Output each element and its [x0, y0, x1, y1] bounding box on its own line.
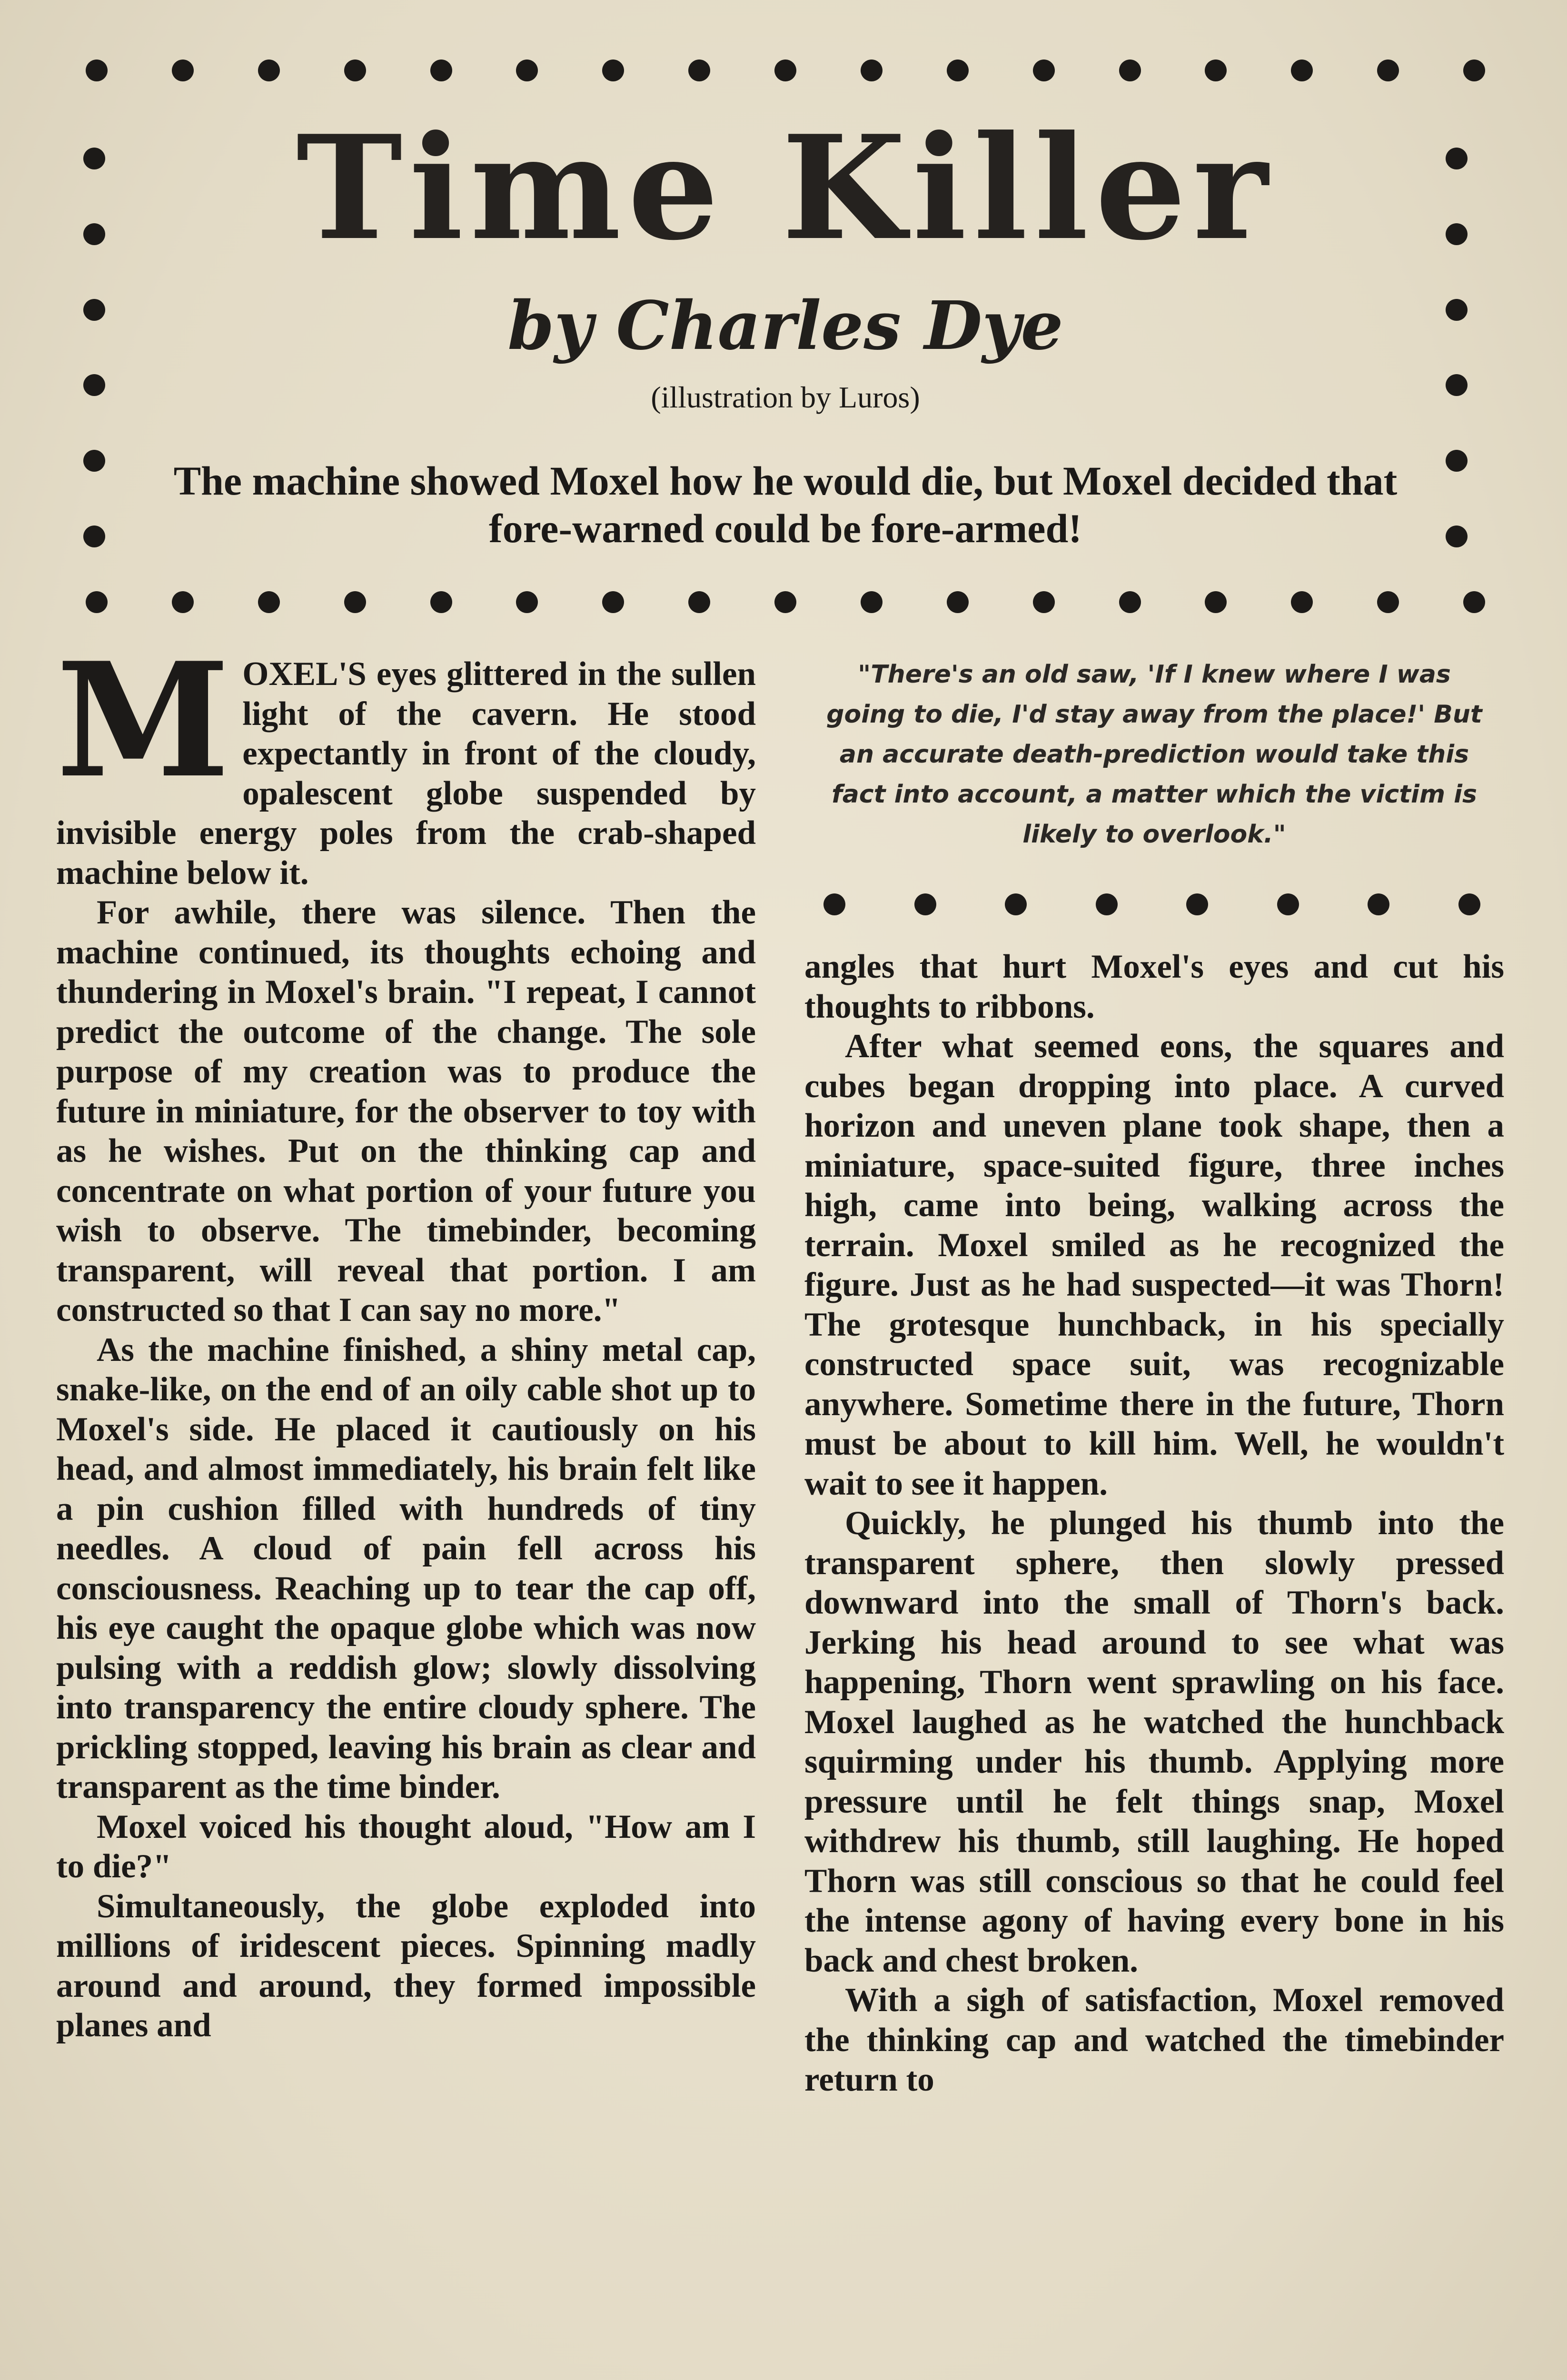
story-blurb: The machine showed Moxel how he would die, but Moxel decided that fore-warned could be fore-armed!: [173, 458, 1398, 551]
paragraph: Moxel voiced his thought aloud, "How am I to die?": [56, 1808, 756, 1885]
story-title: Time Killer: [296, 104, 1275, 272]
illustration-credit: (illustration by Luros): [651, 380, 920, 414]
left-column: [56, 654, 756, 2380]
paragraph: angles that hurt Moxel's eyes and cut his thoughts to ribbons.: [804, 948, 1504, 1025]
top-dot-border: [86, 56, 1485, 85]
paragraph: As the machine finished, a shiny metal cap, snake-like, on the end of an oily cable shot up to Moxel's side. He placed it cautiously on his head, and almost immediately, his brain felt like a pin cushion filled with hundreds of tiny needles. A cloud of pain fell across his consciousness. Reaching up to tear the cap off, his eye caught the opaque globe which was now pulsing with a reddish glow; slowly dissolving into transparency the entire cloudy sphere. The prickling stopped, leaving his brain as clear and transparent as the time binder.: [56, 1331, 756, 1805]
paragraph: After what seemed eons, the squares and cubes began dropping into place. A curved horizon and uneven plane took shape, then a miniature, space-suited figure, three inches high, came into being, walking across the terrain. Moxel smiled as he recognized the figure. Just as he had suspected—it was Thorn! The grotesque hunchback, in his specially constructed space suit, was recognizable anywhere. Sometime there in the future, Thorn must be about to kill him. Well, he wouldn't wait to see it happen.: [804, 1028, 1504, 1502]
paragraph: MOXEL'S eyes glittered in the sullen light of the cavern. He stood expectantly in front of the cloudy, opalescent globe suspended by invisible energy poles from the crab-shaped machine below it.: [56, 654, 756, 892]
pull-quote: "There's an old saw, 'If I knew where I was going to die, I'd stay away from the place!' But an accurate death-prediction would take this fact into account, a matter which the victim is likely to overlook.": [826, 660, 1482, 849]
quote-dot-divider: [823, 890, 1480, 919]
paragraph: With a sigh of satisfaction, Moxel removed the thinking cap and watched the timebinder return to: [804, 1982, 1504, 2098]
paragraph: For awhile, there was silence. Then the machine continued, its thoughts echoing and thundering in Moxel's brain. "I repeat, I cannot predict the outcome of the change. The sole purpose of my creation was to produce the future in miniature, for the observer to toy with as he wishes. Put on the thinking cap and concentrate on what portion of your future you wish to observe. The timebinder, becoming transparent, will reveal that portion. I am constructed so that I can say no more.": [56, 894, 756, 1329]
bottom-dot-border: [86, 588, 1485, 616]
drop-cap: M: [56, 654, 230, 813]
left-dot-border: [80, 148, 109, 547]
author-byline: by Charles Dye: [507, 287, 1063, 365]
paragraph: Simultaneously, the globe exploded into millions of iridescent pieces. Spinning madly around and around, they formed impossible planes and: [56, 1887, 756, 2044]
paragraph: Quickly, he plunged his thumb into the transparent sphere, then slowly pressed downward into the small of Thorn's back. Jerking his head around to see what was happening, Thorn went sprawling on his face. Moxel laughed as he watched the hunchback squirming under his thumb. Applying more pressure until he felt things snap, Moxel withdrew his thumb, still laughing. He hoped Thorn was still conscious so that he could feel the intense agony of having every bone in his back and chest broken.: [804, 1505, 1504, 1979]
right-column: [804, 947, 1504, 2375]
right-dot-border: [1442, 148, 1471, 547]
